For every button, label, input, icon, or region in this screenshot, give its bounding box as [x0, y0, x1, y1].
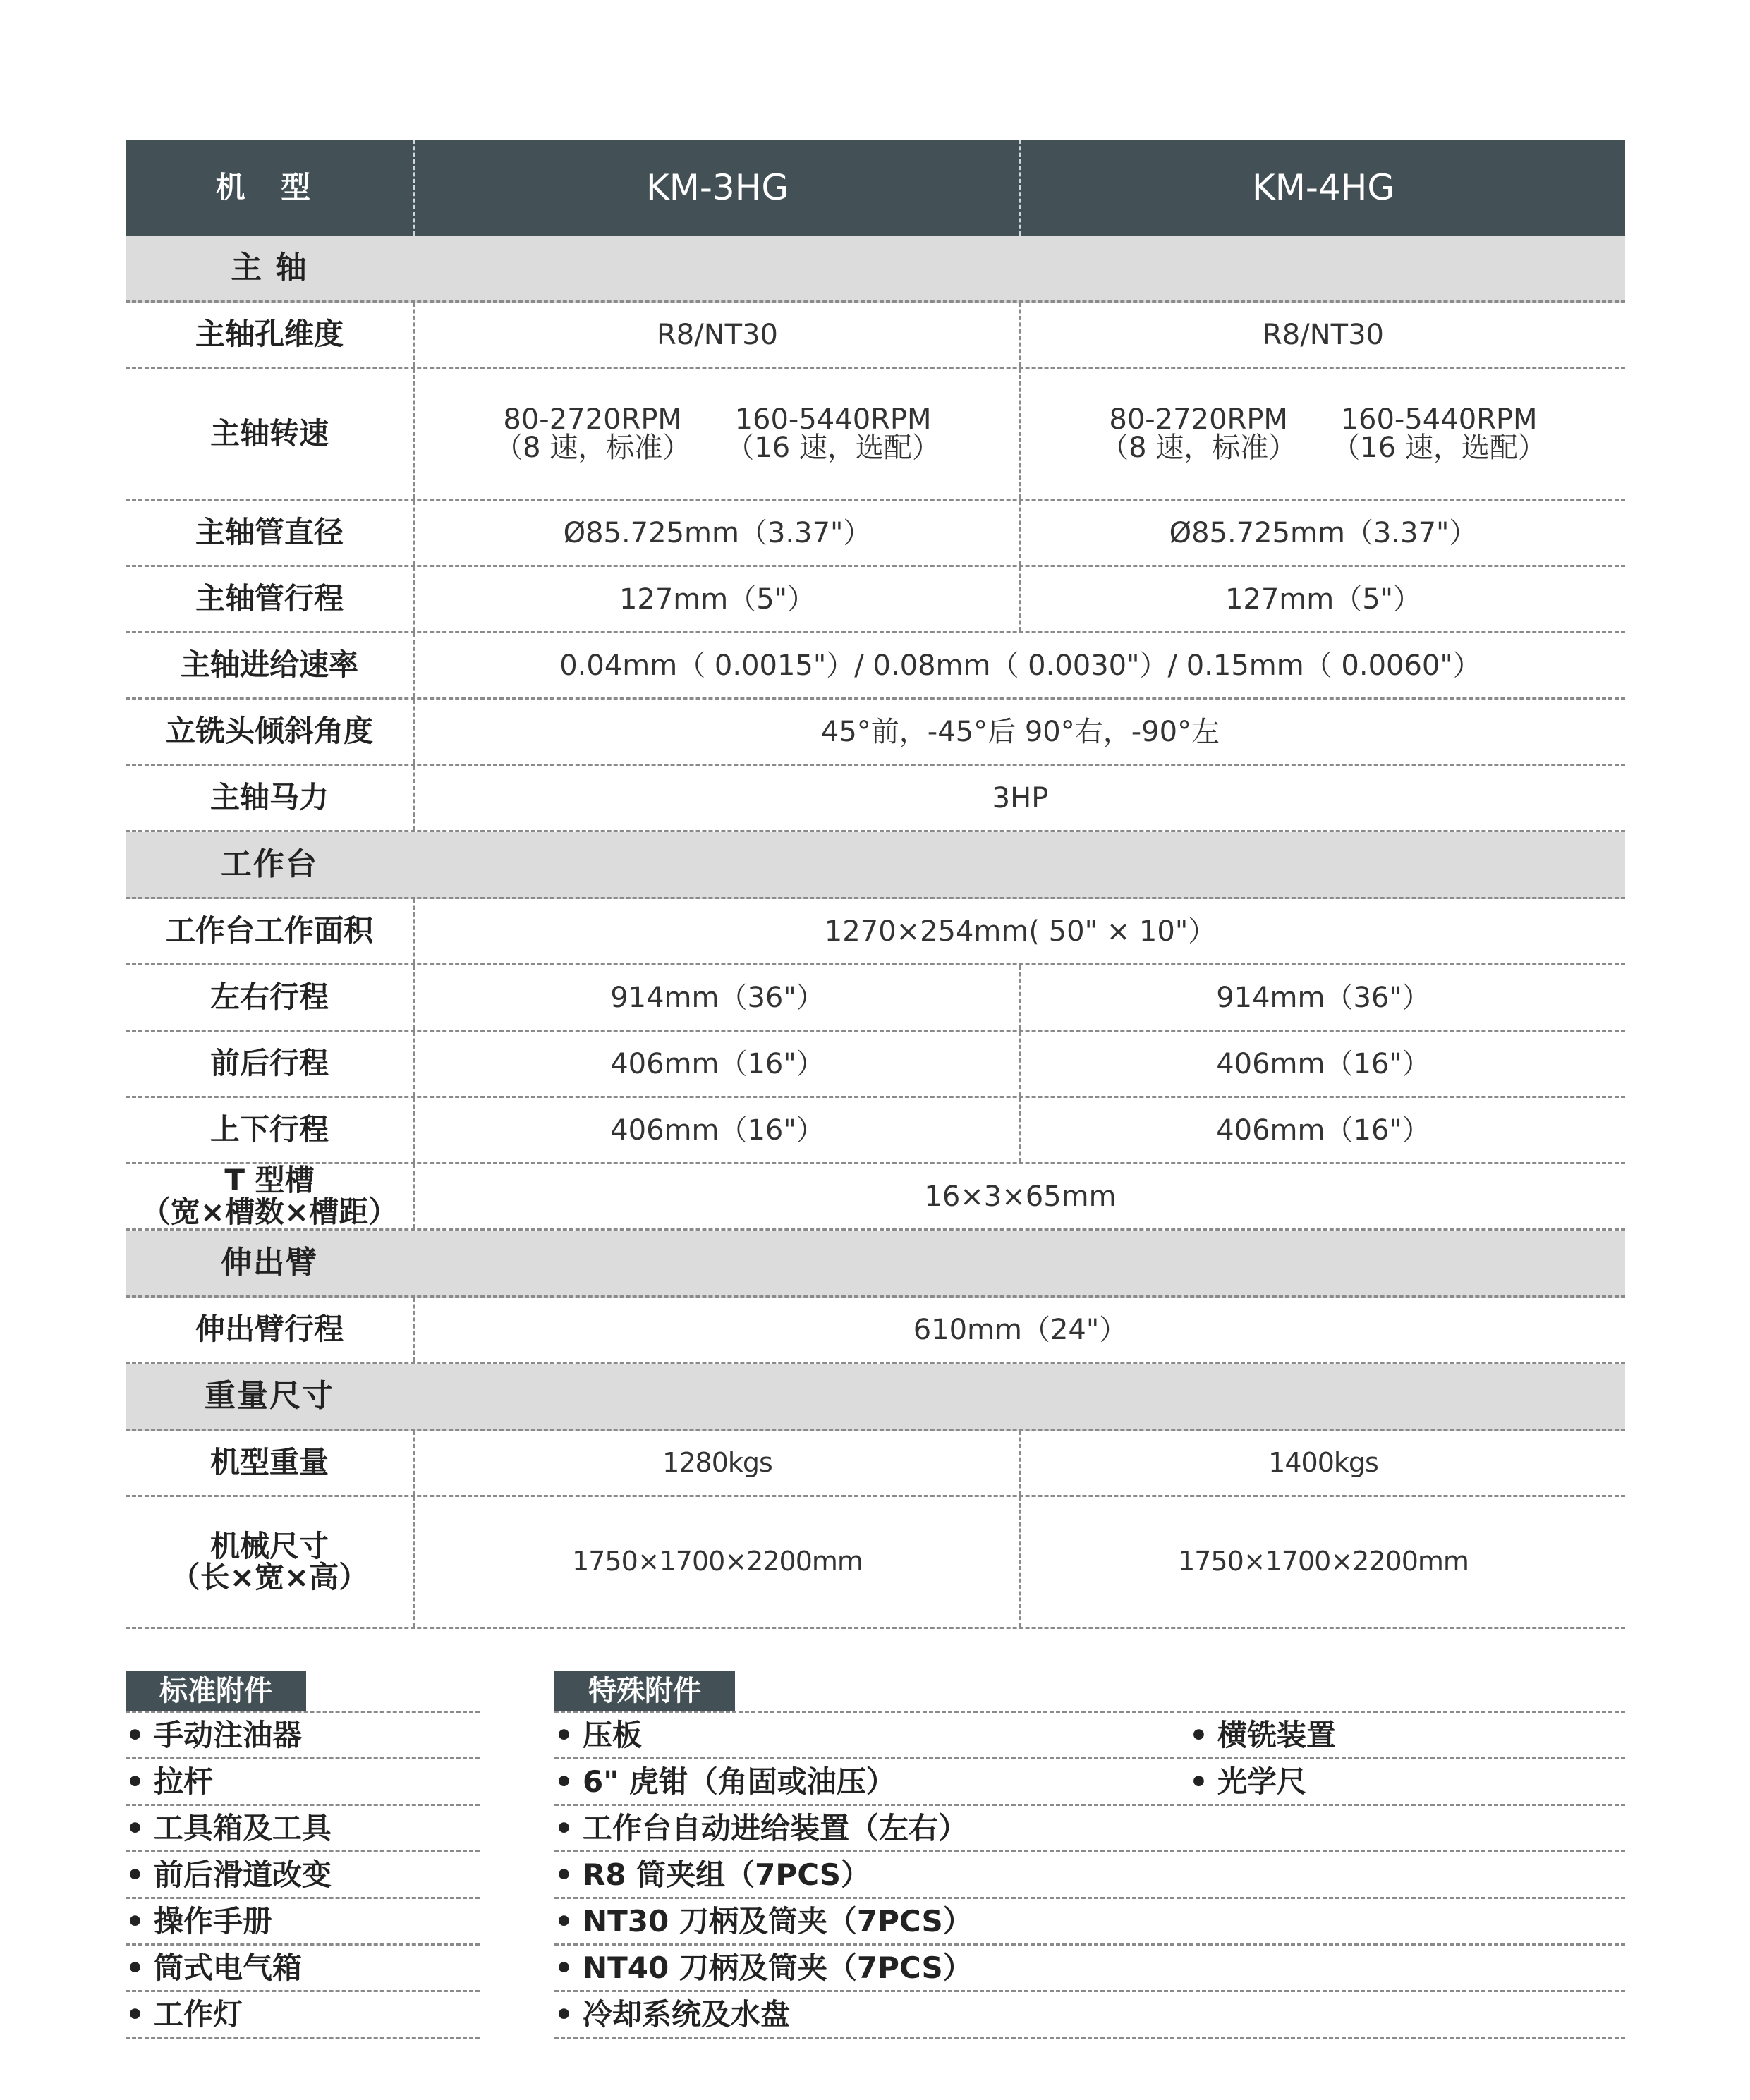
row-label: 主轴管直径: [195, 515, 344, 550]
list-item: [126, 1899, 480, 1946]
speed-std-note: （8 速，标准）: [494, 432, 691, 464]
value-b: 1400kgs: [1019, 1431, 1625, 1495]
item-label: 横铣装置: [1217, 1718, 1337, 1752]
standard-accessories-list: [126, 1711, 480, 2039]
bullet-icon: •: [126, 1904, 145, 1939]
item-label: 工作灯: [154, 1997, 243, 2032]
row-label-top: 机械尺寸: [209, 1528, 329, 1563]
item-label: 光学尺: [1217, 1764, 1307, 1799]
row-label: 上下行程: [209, 1112, 329, 1147]
section-title: 工作台: [221, 846, 318, 882]
list-item: [126, 1713, 480, 1759]
value-b: 406mm（16"）: [1019, 1032, 1625, 1096]
list-item: [126, 1759, 480, 1806]
item-label: NT40 刀柄及筒夹（7PCS）: [583, 1951, 973, 1985]
row-label: 前后行程: [209, 1046, 329, 1081]
list-item: [126, 1946, 480, 1992]
value-span: 610mm（24"）: [413, 1298, 1625, 1362]
row-label-top: T 型槽: [224, 1163, 315, 1198]
list-item: [126, 1852, 480, 1899]
table-row: [126, 369, 1625, 501]
table-row: [126, 1497, 1625, 1629]
table-row: [126, 899, 1625, 965]
item-label: R8 筒夹组（7PCS）: [583, 1857, 871, 1892]
value-b: 406mm（16"）: [1019, 1098, 1625, 1162]
list-item: [126, 1806, 480, 1852]
row-label: 左右行程: [209, 979, 329, 1015]
speed-opt: 160-5440RPM: [1340, 403, 1538, 436]
table-row: [126, 1098, 1625, 1164]
value-a: [413, 369, 1019, 499]
bullet-icon: •: [1189, 1764, 1208, 1799]
list-item: [554, 1899, 1625, 1946]
value-span: 16×3×65mm: [413, 1164, 1625, 1228]
bullet-icon: •: [126, 1857, 145, 1892]
value-b: R8/NT30: [1019, 303, 1625, 367]
spec-table: [126, 140, 1625, 1629]
value-b: 914mm（36"）: [1019, 965, 1625, 1030]
section-title: 重量尺寸: [205, 1377, 334, 1414]
bullet-icon: •: [126, 1951, 145, 1985]
table-row: [126, 1032, 1625, 1098]
bullet-icon: •: [554, 1718, 573, 1752]
standard-accessories: [126, 1671, 480, 2039]
table-row: [126, 700, 1625, 766]
special-accessories-title: 特殊附件: [554, 1671, 735, 1711]
bullet-icon: •: [554, 1811, 573, 1845]
list-item: [126, 1992, 480, 2039]
row-label: 主轴孔维度: [195, 317, 344, 352]
list-item: [554, 1759, 1625, 1806]
list-item: [554, 1806, 1625, 1852]
row-label: 主轴马力: [209, 780, 329, 815]
item-label: 筒式电气箱: [154, 1951, 303, 1985]
special-accessories-list: [554, 1711, 1625, 2039]
speed-std: 80-2720RPM: [1109, 403, 1288, 436]
table-row: [126, 965, 1625, 1032]
table-row: [126, 501, 1625, 567]
model-b-header: KM-4HG: [1019, 140, 1625, 236]
list-item: [554, 1713, 1625, 1759]
speed-opt-note: （16 速，选配）: [726, 432, 940, 464]
table-row: [126, 303, 1625, 369]
table-row: [126, 633, 1625, 700]
value-a: 406mm（16"）: [413, 1098, 1019, 1162]
section-title: 伸出臂: [221, 1244, 318, 1281]
value-a: 1750×1700×2200mm: [413, 1497, 1019, 1627]
section-row-worktable: [126, 832, 1625, 899]
speed-opt: 160-5440RPM: [734, 403, 932, 436]
bullet-icon: •: [554, 1997, 573, 2032]
row-label: 工作台工作面积: [165, 913, 373, 948]
section-row-spindle: [126, 236, 1625, 303]
special-accessories: [554, 1671, 1625, 2039]
item-label: 手动注油器: [154, 1718, 303, 1752]
row-label-bottom: （宽×槽数×槽距）: [140, 1194, 399, 1229]
value-a: 127mm（5"）: [413, 567, 1019, 631]
bullet-icon: •: [554, 1951, 573, 1985]
row-label-bottom: （长×宽×高）: [170, 1560, 369, 1594]
value-a: 1280kgs: [413, 1431, 1019, 1495]
bullet-icon: •: [1189, 1718, 1208, 1752]
value-a: 406mm（16"）: [413, 1032, 1019, 1096]
value-b: 1750×1700×2200mm: [1019, 1497, 1625, 1627]
row-label: [126, 1164, 413, 1228]
row-label: [126, 1497, 413, 1627]
bullet-icon: •: [126, 1997, 145, 2032]
item-label: 6" 虎钳（角固或油压）: [583, 1764, 896, 1799]
row-label: 主轴转速: [209, 415, 329, 451]
bullet-icon: •: [554, 1764, 573, 1799]
value-span: 0.04mm（ 0.0015"）/ 0.08mm（ 0.0030"）/ 0.15mm（ 0.0060"）: [413, 633, 1625, 697]
row-label: 机型重量: [209, 1445, 329, 1480]
table-row: [126, 567, 1625, 633]
list-item: [554, 1992, 1625, 2039]
item-label: 工具箱及工具: [154, 1811, 332, 1845]
list-item: [554, 1852, 1625, 1899]
table-row: [126, 1298, 1625, 1364]
item-label: 前后滑道改变: [154, 1857, 332, 1892]
value-a: R8/NT30: [413, 303, 1019, 367]
speed-opt-note: （16 速，选配）: [1332, 432, 1546, 464]
item-label: 冷却系统及水盘: [583, 1997, 791, 2032]
table-row: [126, 766, 1625, 832]
item-label: NT30 刀柄及筒夹（7PCS）: [583, 1904, 973, 1939]
value-b: 127mm（5"）: [1019, 567, 1625, 631]
bullet-icon: •: [554, 1857, 573, 1892]
table-row: [126, 1431, 1625, 1497]
bullet-icon: •: [126, 1764, 145, 1799]
list-item: [554, 1946, 1625, 1992]
section-row-weight-size: [126, 1364, 1625, 1431]
model-label: 机 型: [215, 169, 324, 204]
section-row-arm: [126, 1231, 1625, 1298]
item-label: 压板: [583, 1718, 643, 1752]
value-span: 45°前，-45°后 90°右，-90°左: [413, 700, 1625, 764]
item-label: 操作手册: [154, 1904, 273, 1939]
bullet-icon: •: [126, 1718, 145, 1752]
speed-std-note: （8 速，标准）: [1100, 432, 1297, 464]
bullet-icon: •: [554, 1904, 573, 1939]
row-label: 主轴管行程: [195, 581, 344, 616]
row-label: 立铣头倾斜角度: [165, 714, 373, 749]
bullet-icon: •: [126, 1811, 145, 1845]
value-span: 1270×254mm( 50" × 10"）: [413, 899, 1625, 963]
row-label: 主轴进给速率: [180, 647, 358, 683]
model-a-header: KM-3HG: [413, 140, 1019, 236]
value-b: Ø85.725mm（3.37"）: [1019, 501, 1625, 565]
value-a: Ø85.725mm（3.37"）: [413, 501, 1019, 565]
standard-accessories-title: 标准附件: [126, 1671, 306, 1711]
item-label: 工作台自动进给装置（左右）: [583, 1811, 968, 1845]
value-span: 3HP: [413, 766, 1625, 830]
value-b: [1019, 369, 1625, 499]
table-header-row: [126, 140, 1625, 236]
item-label: 拉杆: [154, 1764, 214, 1799]
table-row: [126, 1164, 1625, 1231]
value-a: 914mm（36"）: [413, 965, 1019, 1030]
section-title: 主 轴: [231, 249, 308, 286]
row-label: 伸出臂行程: [195, 1312, 344, 1347]
speed-std: 80-2720RPM: [503, 403, 682, 436]
